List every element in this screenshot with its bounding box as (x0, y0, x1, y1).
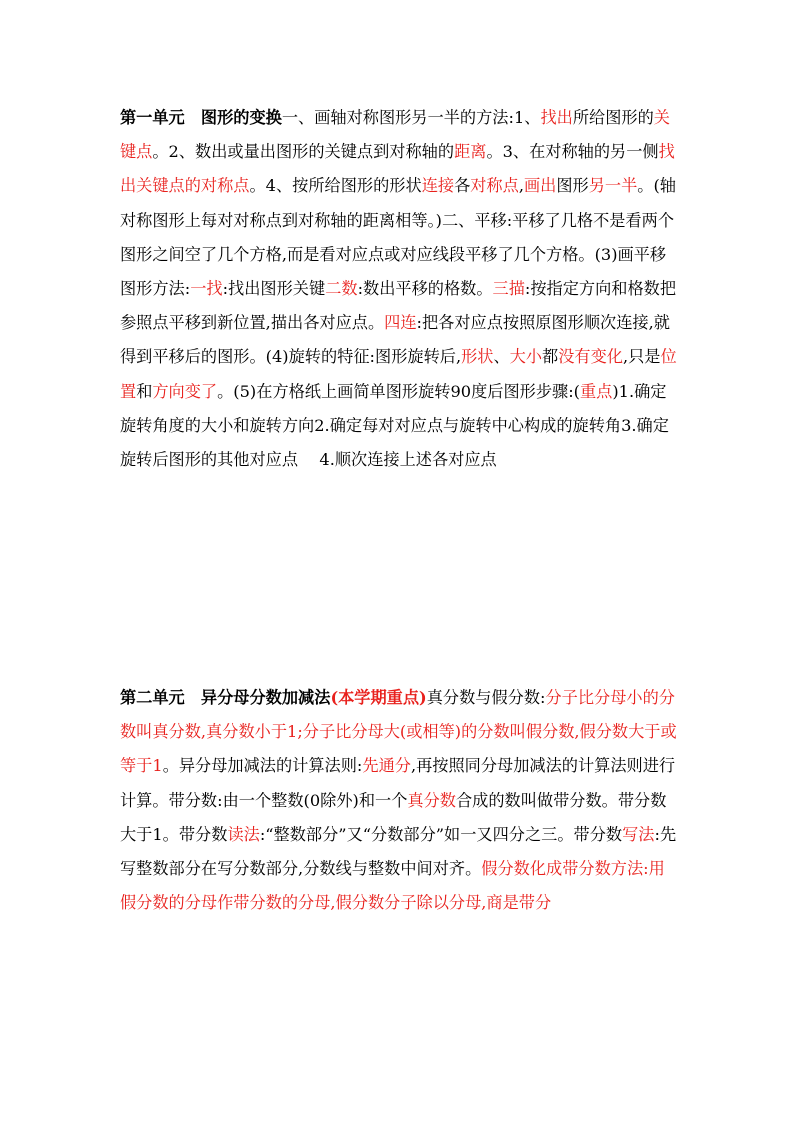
text-run: 。(5)在方格纸上画简单图形旋转90度后图形步骤:( (217, 381, 580, 401)
highlighted-text: 真分数 (407, 790, 456, 810)
text-run: :数出平移的格数。 (357, 279, 493, 299)
text-run: 所给图形的 (572, 108, 654, 127)
text-run: 各 (454, 176, 471, 196)
unit-1-paragraph (120, 101, 680, 477)
text-run: :先写整数部分在写分数部分,分数线与整数中间对齐。 (120, 824, 677, 879)
highlighted-text: 大小 (509, 347, 543, 367)
text-run: 都 (542, 347, 559, 367)
highlighted-text: 三描 (492, 279, 525, 299)
text-run: 。2、数出或量出图形的关键点到对称轴的 (152, 142, 455, 162)
text-run: 合成的数叫做带分数。带分数大于1。带分数 (120, 790, 667, 844)
highlighted-text: 找出关键点的对称点 (120, 142, 675, 196)
text-run: 真分数与假分数: (426, 688, 546, 707)
highlighted-text: 重点 (579, 381, 613, 401)
highlighted-text: 先通分 (362, 756, 411, 776)
text-run: , (518, 176, 524, 196)
highlighted-text: 形状 (461, 347, 494, 367)
text-run: ,只是 (622, 347, 661, 367)
highlighted-text: 位置 (120, 347, 677, 401)
section-heading: 第一单元 图形的变换 (120, 108, 282, 127)
highlighted-text: 找出 (540, 108, 573, 127)
unit-2-paragraph (120, 681, 680, 920)
text-run: :“整数部分”又“分数部分”如一又四分之三。带分数 (259, 824, 623, 844)
text-run: :找出图形关键 (222, 279, 326, 299)
highlighted-text: 距离 (454, 142, 487, 162)
text-run: 、 (493, 347, 510, 367)
highlighted-text: 对称点 (470, 176, 519, 196)
highlighted-text: 画出 (523, 176, 557, 196)
text-run: 。4、按所给图形的形状 (249, 176, 422, 196)
text-run: 。异分母加减法的计算法则: (162, 756, 363, 776)
highlighted-text: 四连 (384, 313, 417, 333)
highlighted-text: 另一半 (588, 176, 638, 196)
text-run: :把各对应点按照原图形顺次连接,就得到平移后的图形。(4)旋转的特征:图形旋转后, (120, 313, 670, 367)
text-run: 图形 (556, 176, 589, 196)
highlighted-text: 分子比分母小的分数叫真分数,真分数小于1;分子比分母大(或相等)的分数叫假分数,假分数大于或等于1 (120, 688, 677, 776)
text-run: 。3、在对称轴的另一侧 (486, 142, 659, 162)
highlighted-heading-note: (本学期重点) (330, 688, 427, 707)
text-run: 一、画轴对称图形另一半的方法:1、 (281, 108, 541, 127)
section-heading: 第二单元 异分母分数加减法 (120, 688, 331, 707)
highlighted-text: 关键点 (120, 108, 670, 162)
highlighted-text: 写法 (622, 824, 655, 844)
highlighted-text: 方向变了 (152, 381, 218, 401)
highlighted-text: 读法 (227, 824, 260, 844)
text-run: 和 (136, 381, 153, 401)
text-run: ,再按照同分母加减法的计算法则进行计算。带分数:由一个整数(0除外)和一个 (120, 756, 676, 810)
text-run: 。(轴对称图形上每对对称点到对称轴的距离相等。)二、平移:平移了几格不是看两个图形之间空了几个方格,而是看对应点或对应线段平移了几个方格。(3)画平移图形方法: (120, 176, 676, 299)
highlighted-text: 一找 (190, 279, 223, 299)
text-run: :按指定方向和格数把参照点平移到新位置,描出各对应点。 (120, 279, 677, 333)
highlighted-text: 假分数化成带分数方法:用假分数的分母作带分数的分母,假分数分子除以分母,商是带分 (120, 859, 665, 913)
text-run: )1.确定旋转角度的大小和旋转方向2.确定每对对应点与旋转中心构成的旋转角3.确定旋转后图形的其他对应点 4.顺次连接上述各对应点 (120, 381, 669, 470)
highlighted-text: 连接 (421, 176, 455, 196)
highlighted-text: 没有变化 (558, 347, 623, 367)
highlighted-text: 二数 (325, 279, 358, 299)
